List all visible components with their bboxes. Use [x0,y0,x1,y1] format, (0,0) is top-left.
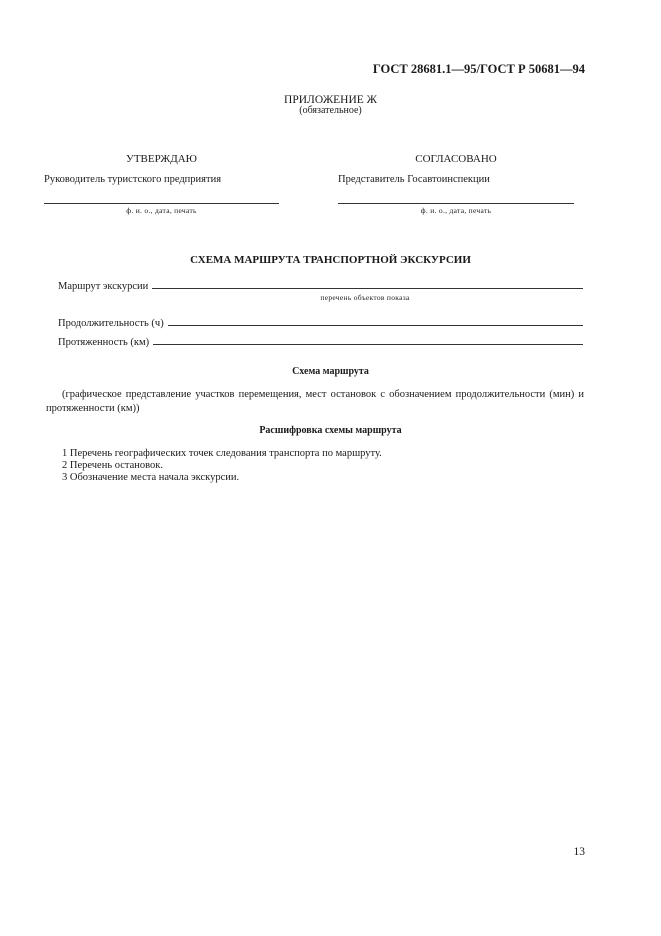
route-field-label: Маршрут экскурсии [58,281,149,292]
decoding-title: Расшифровка схемы маршрута [259,425,402,436]
agreer-signature-caption: ф. и. о., дата, печать [420,206,492,215]
duration-field [58,314,583,329]
route-scheme-description: (графическое представление участков перемещения, мест остановок с обозначением продолжительности (мин) и протяженности (км)) [46,389,584,414]
length-field-line[interactable] [153,333,583,345]
page-number: 13 [573,846,585,858]
approver-role: Руководитель туристского предприятия [44,174,222,185]
route-field-caption: перечень объектов показа [320,293,410,302]
route-field-line[interactable] [152,277,583,289]
route-field [58,277,583,292]
decoding-list [62,448,382,484]
duration-field-line[interactable] [168,314,583,326]
appendix-subtitle: (обязательное) [299,105,362,116]
approver-signature-caption: ф. и. о., дата, печать [126,206,197,215]
length-field [58,333,583,348]
route-scheme-title: Схема маршрута [292,366,369,377]
agreer-signature-line[interactable] [338,203,574,204]
list-item: 1 Перечень географических точек следования транспорта по маршруту. [62,448,382,459]
appendix-title: ПРИЛОЖЕНИЕ Ж [284,94,377,106]
approver-signature-line[interactable] [44,203,279,204]
agreer-role: Представитель Госавтоинспекции [338,174,490,185]
duration-field-label: Продолжительность (ч) [58,318,164,329]
list-item: 2 Перечень остановок. [62,460,164,471]
length-field-label: Протяженность (км) [58,337,150,348]
scheme-title: СХЕМА МАРШРУТА ТРАНСПОРТНОЙ ЭКСКУРСИИ [190,254,471,266]
agree-heading: СОГЛАСОВАНО [415,153,497,165]
list-item: 3 Обозначение места начала экскурсии. [62,472,240,483]
gost-header: ГОСТ 28681.1—95/ГОСТ Р 50681—94 [372,62,585,76]
approve-heading: УТВЕРЖДАЮ [126,153,197,165]
